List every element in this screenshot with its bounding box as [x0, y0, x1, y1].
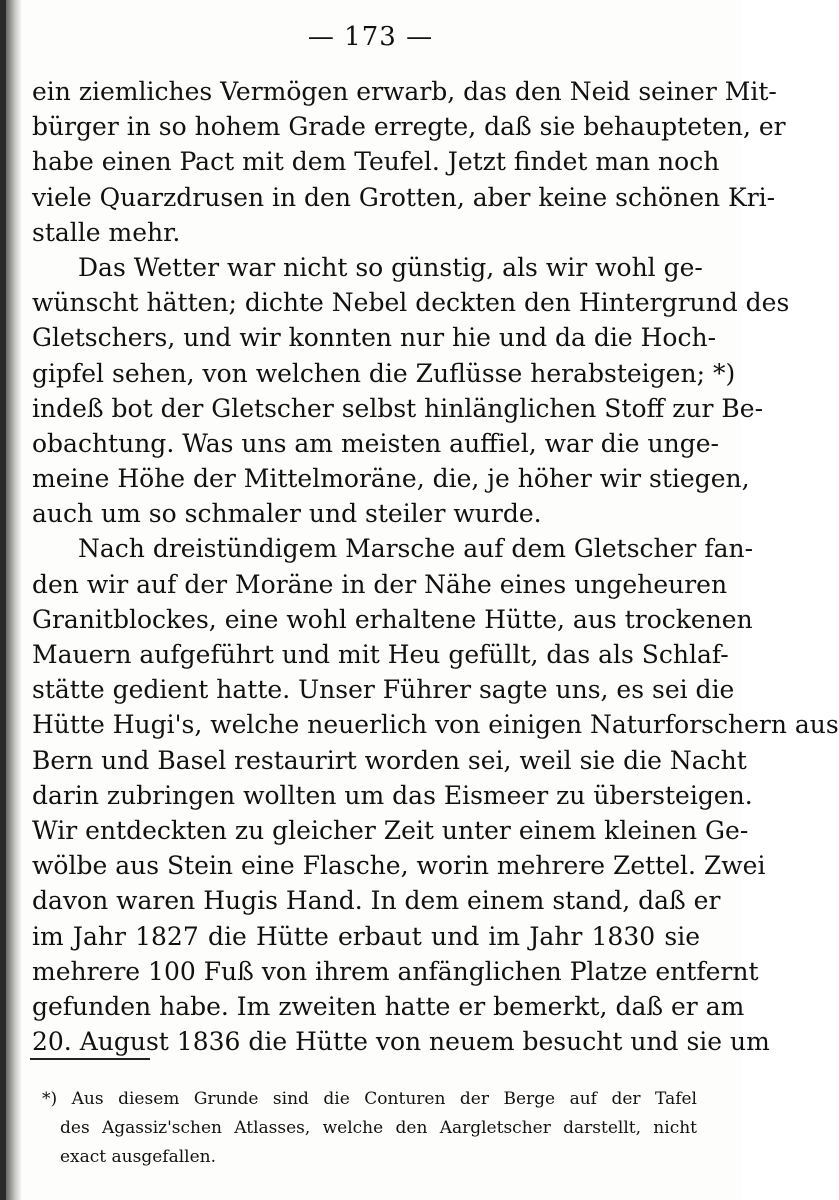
text-line: stalle mehr.: [32, 217, 181, 247]
footnote-line: *) Aus diesem Grunde sind die Conturen der Berge auf der Tafel: [42, 1089, 697, 1109]
text-line: obachtung. Was uns am meisten auffiel, war die unge-: [32, 428, 719, 458]
text-line: Bern und Basel restaurirt worden sei, weil sie die Nacht: [32, 745, 747, 775]
text-line: ein ziemliches Vermögen erwarb, das den Neid seiner Mit-: [32, 77, 777, 106]
text-line: davon waren Hugis Hand. In dem einem stand, daß er: [32, 886, 721, 916]
footnote-divider: [30, 1058, 150, 1060]
text-line: meine Höhe der Mittelmoräne, die, je höher wir stiegen,: [32, 464, 750, 494]
text-line: viele Quarzdrusen in den Grotten, aber keine schönen Kri-: [32, 182, 776, 212]
text-line: 20. August 1836 die Hütte von neuem besucht und sie um: [32, 1027, 770, 1057]
footnote-line: des Agassiz'schen Atlasses, welche den Aargletscher darstellt, nicht: [60, 1118, 697, 1138]
text-line: Granitblockes, eine wohl erhaltene Hütte, aus trockenen: [32, 604, 753, 634]
text-line: im Jahr 1827 die Hütte erbaut und im Jahr 1830 sie: [32, 921, 700, 951]
text-line: bürger in so hohem Grade erregte, daß sie behaupteten, er: [32, 112, 786, 142]
paragraph-first-line: Das Wetter war nicht so günstig, als wir wohl ge-: [78, 252, 703, 282]
text-line: Wir entdeckten zu gleicher Zeit unter einem kleinen Ge-: [32, 815, 749, 845]
text-line: darin zubringen wollten um das Eismeer zu übersteigen.: [32, 780, 753, 810]
text-line: Hütte Hugi's, welche neuerlich von einigen Naturforschern aus: [32, 710, 839, 740]
footnote-line: exact ausgefallen.: [60, 1147, 217, 1167]
body-text: [32, 74, 839, 1059]
footnote: [42, 1085, 697, 1172]
text-line: mehrere 100 Fuß von ihrem anfänglichen Platze entfernt: [32, 956, 759, 986]
text-line: stätte gedient hatte. Unser Führer sagte uns, es sei die: [32, 675, 735, 705]
text-line: wölbe aus Stein eine Flasche, worin mehrere Zettel. Zwei: [32, 851, 766, 881]
text-line: Mauern aufgeführt und mit Heu gefüllt, das als Schlaf-: [32, 640, 729, 669]
page-number: — 173 —: [307, 22, 434, 52]
text-line: habe einen Pact mit dem Teufel. Jetzt findet man noch: [32, 147, 720, 177]
binding-edge: [0, 0, 6, 1200]
text-line: indeß bot der Gletscher selbst hinlänglichen Stoff zur Be-: [32, 393, 764, 423]
text-line: den wir auf der Moräne in der Nähe eines ungeheuren: [32, 569, 728, 599]
text-line: wünscht hätten; dichte Nebel deckten den Hintergrund des: [32, 288, 790, 318]
text-line: Gletschers, und wir konnten nur hie und da die Hoch-: [32, 323, 717, 353]
text-line: auch um so schmaler und steiler wurde.: [32, 499, 542, 529]
text-line: gipfel sehen, von welchen die Zuflüsse herabsteigen; *): [32, 358, 736, 388]
text-line: gefunden habe. Im zweiten hatte er bemerkt, daß er am: [32, 991, 745, 1021]
paragraph-first-line: Nach dreistündigem Marsche auf dem Gletscher fan-: [78, 534, 754, 564]
